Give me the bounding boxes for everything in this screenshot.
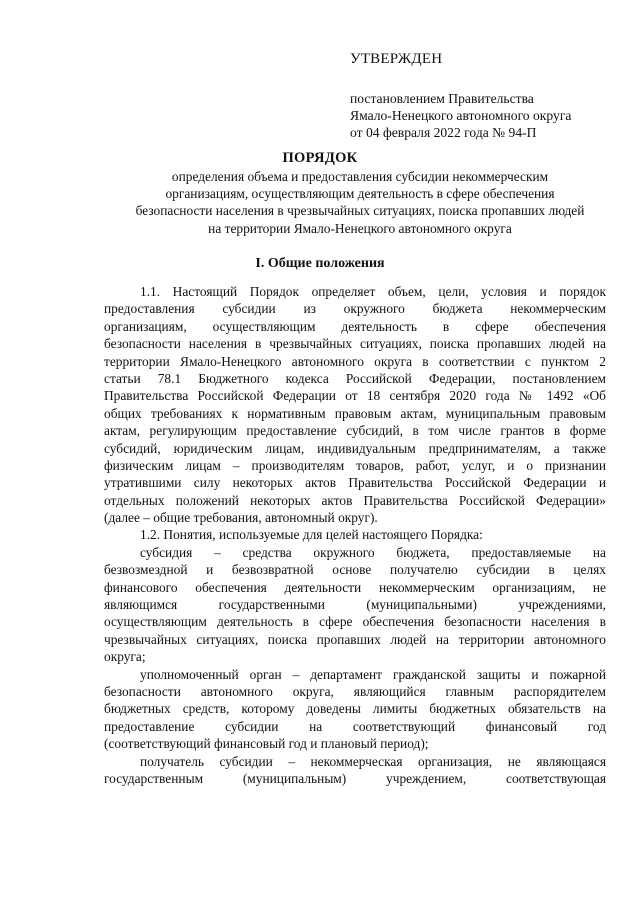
paragraph-line: актам, регулирующим предоставление субсидий, в том числе грантов в форме (104, 423, 606, 439)
paragraph (104, 283, 606, 526)
paragraph-line: являющимся государственными (муниципальными) учреждениями, (104, 597, 606, 613)
approval-line: Ямало-Ненецкого автономного округа (350, 108, 572, 123)
paragraph-line: 1.1. Настоящий Порядок определяет объем, цели, условия и порядок (140, 284, 606, 299)
paragraph-line: безопасности населения в чрезвычайных ситуациях, поиска пропавших людей на (104, 336, 606, 352)
paragraph-line: статьи 78.1 Бюджетного кодекса Российской Федерации, постановлением (104, 370, 606, 386)
subtitle-line: на территории Ямало-Ненецкого автономного округа (208, 220, 512, 236)
paragraph-line: государственным (муниципальным) учреждением, соответствующая (104, 770, 606, 786)
paragraph-line: (далее – общие требования, автономный округ). (104, 510, 378, 526)
paragraph-line: общих требованиях к нормативным правовым актам, муниципальным правовым (104, 405, 606, 421)
paragraph-line: (соответствующий финансовый год и плановый период); (104, 736, 429, 752)
document-subtitle (60, 168, 640, 237)
paragraph-line: субсидий, юридическим лицам, индивидуальным предпринимателям, а также (104, 440, 606, 456)
subtitle-line: определения объема и предоставления субсидии некоммерческим (171, 169, 549, 184)
paragraph-line: территории Ямало-Ненецкого автономного округа в соответствии с пунктом 2 (104, 353, 606, 369)
paragraph-line: округа; (104, 649, 146, 665)
paragraph-line: уполномоченный орган – департамент гражданской защиты и пожарной (140, 666, 606, 682)
paragraph (104, 526, 606, 543)
paragraph-line: предоставление субсидии на соответствующий финансовый год (104, 718, 606, 734)
paragraph (104, 666, 606, 753)
document-body (104, 283, 606, 787)
paragraph-line: безвозмездной и безвозвратной основе получателю субсидии в целях (104, 562, 606, 578)
paragraph (104, 544, 606, 666)
subtitle-line: организациям, осуществляющим деятельность в сфере обеспечения (165, 186, 555, 202)
paragraph-line: отдельных положений некоторых актов Правительства Российской Федерации» (104, 492, 606, 508)
approval-heading: УТВЕРЖДЕН (350, 51, 443, 67)
paragraph-line: финансового обеспечения деятельности некоммерческим организациям, не (104, 579, 606, 595)
paragraph-line: физическим лицам – производителям товаров, работ, услуг, и о признании (104, 457, 606, 473)
approval-block (350, 51, 630, 141)
paragraph-line: чрезвычайных ситуациях, поиска пропавших людей на территории автономного (104, 631, 606, 647)
section-title: I. Общие положения (255, 256, 385, 271)
paragraph-line: предоставления субсидии из окружного бюджета некоммерческим (104, 301, 606, 317)
paragraph-line: осуществляющим деятельность в сфере обеспечения безопасности населения в (104, 614, 606, 630)
document-title: ПОРЯДОК (282, 150, 358, 166)
paragraph-line: бюджетных средств, которому доведены лимиты бюджетных обязательств на (104, 701, 606, 717)
paragraph-line: утратившими силу некоторых актов Правительства Российской Федерации и (104, 475, 606, 491)
paragraph-line: безопасности автономного округа, являющийся главным распорядителем (104, 683, 606, 699)
paragraph-line: 1.2. Понятия, используемые для целей настоящего Порядка: (140, 527, 483, 543)
subtitle-line: безопасности населения в чрезвычайных ситуациях, поиска пропавших людей (135, 203, 585, 219)
approval-line: от 04 февраля 2022 года № 94-П (350, 125, 537, 140)
paragraph-line: получатель субсидии – некоммерческая организация, не являющаяся (140, 753, 606, 769)
paragraph-line: субсидия – средства окружного бюджета, предоставляемые на (140, 544, 606, 560)
paragraph-line: Правительства Российской Федерации от 18 сентября 2020 года № 1492 «Об (104, 388, 606, 404)
paragraph-line: организациям, осуществляющим деятельность в сфере обеспечения (104, 318, 606, 334)
paragraph (104, 753, 606, 788)
approval-line: постановлением Правительства (350, 91, 534, 106)
